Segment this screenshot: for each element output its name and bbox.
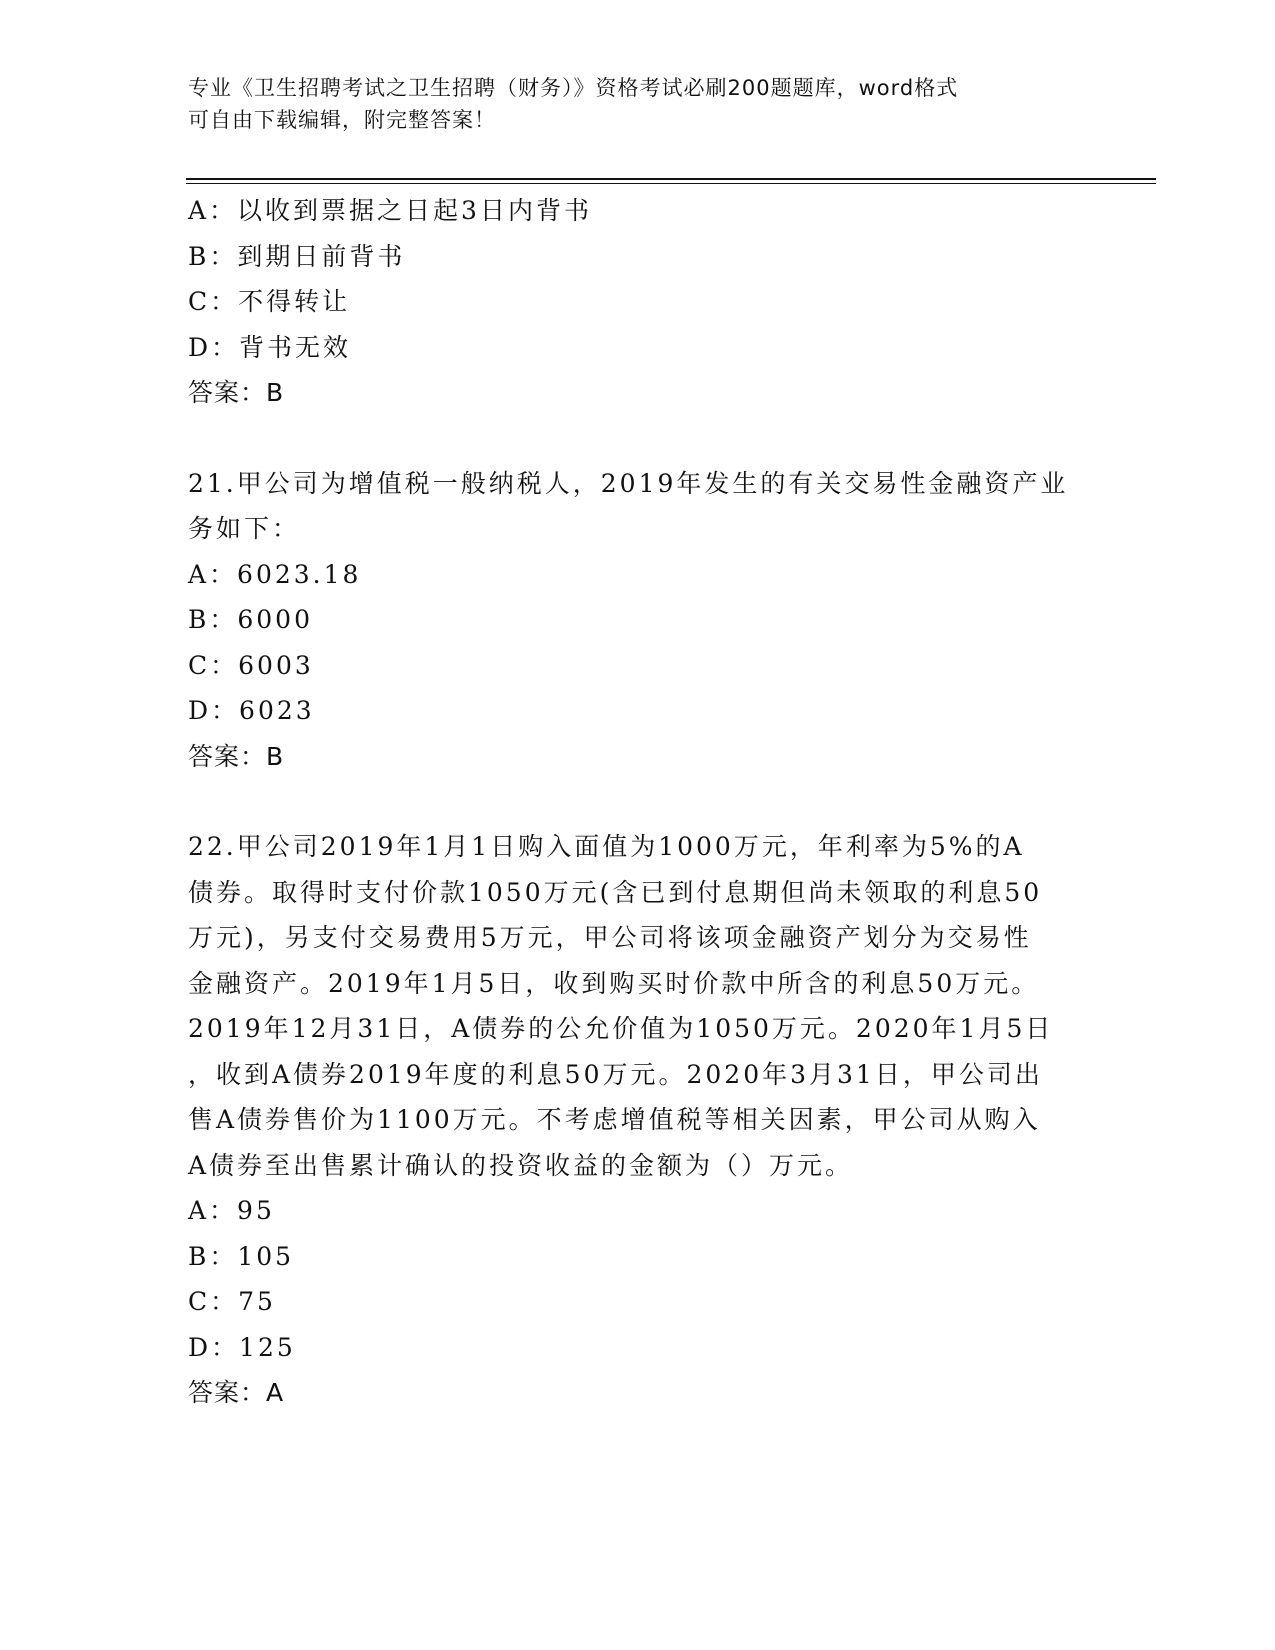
question-text-line: A债券至出售累计确认的投资收益的金额为（）万元。 <box>188 1150 854 1180</box>
question-text-line: 债券。取得时支付价款1050万元(含已到付息期但尚未领取的利息50 <box>188 877 1043 907</box>
question-text-line: 21.甲公司为增值税一般纳税人，2019年发生的有关交易性金融资产业 <box>188 468 1069 498</box>
option-c: C：不得转让 <box>188 287 351 316</box>
header-rule-thin <box>186 183 1156 184</box>
option-d: D：125 <box>188 1332 296 1362</box>
question-21-block <box>188 461 1088 780</box>
header-line-2: 可自由下载编辑，附完整答案！ <box>188 108 496 132</box>
option-a: A：以收到票据之日起3日内背书 <box>188 196 592 225</box>
option-b: B：105 <box>188 1241 295 1271</box>
question-text-line: 务如下： <box>188 514 301 543</box>
question-text-line: 金融资产。2019年1月5日，收到购买时价款中所含的利息50万元。 <box>188 968 1040 998</box>
option-b: B：到期日前背书 <box>188 241 406 271</box>
option-d: D：背书无效 <box>188 332 352 362</box>
option-a: A：6023.18 <box>188 559 362 589</box>
document-body <box>188 188 1088 1416</box>
question-20-block <box>188 188 1088 416</box>
spacer <box>188 416 1088 461</box>
option-d: D：6023 <box>188 696 315 725</box>
question-text-line: 万元)，另支付交易费用5万元，甲公司将该项金融资产划分为交易性 <box>188 923 1032 952</box>
question-text-line: ，收到A债券2019年度的利息50万元。2020年3月31日，甲公司出 <box>188 1059 1043 1089</box>
option-c: C：6003 <box>188 650 314 680</box>
answer-line: 答案：B <box>188 741 285 771</box>
question-text-line: 售A债券售价为1100万元。不考虑增值税等相关因素，甲公司从购入 <box>188 1105 1041 1134</box>
spacer <box>188 779 1088 824</box>
option-c: C：75 <box>188 1287 276 1316</box>
question-22-block <box>188 824 1088 1416</box>
page-header <box>188 72 1068 136</box>
option-a: A：95 <box>188 1196 275 1225</box>
question-text-line: 2019年12月31日，A债券的公允价值为1050万元。2020年1月5日 <box>188 1014 1054 1043</box>
question-text-line: 22.甲公司2019年1月1日购入面值为1000万元，年利率为5%的A <box>188 832 1025 861</box>
header-line-1: 专业《卫生招聘考试之卫生招聘（财务）》资格考试必刷200题题库，word格式 <box>188 76 959 100</box>
option-b: B：6000 <box>188 605 313 634</box>
header-rule-thick <box>186 178 1156 180</box>
answer-line: 答案：A <box>188 1378 285 1407</box>
answer-line: 答案：B <box>188 378 285 407</box>
